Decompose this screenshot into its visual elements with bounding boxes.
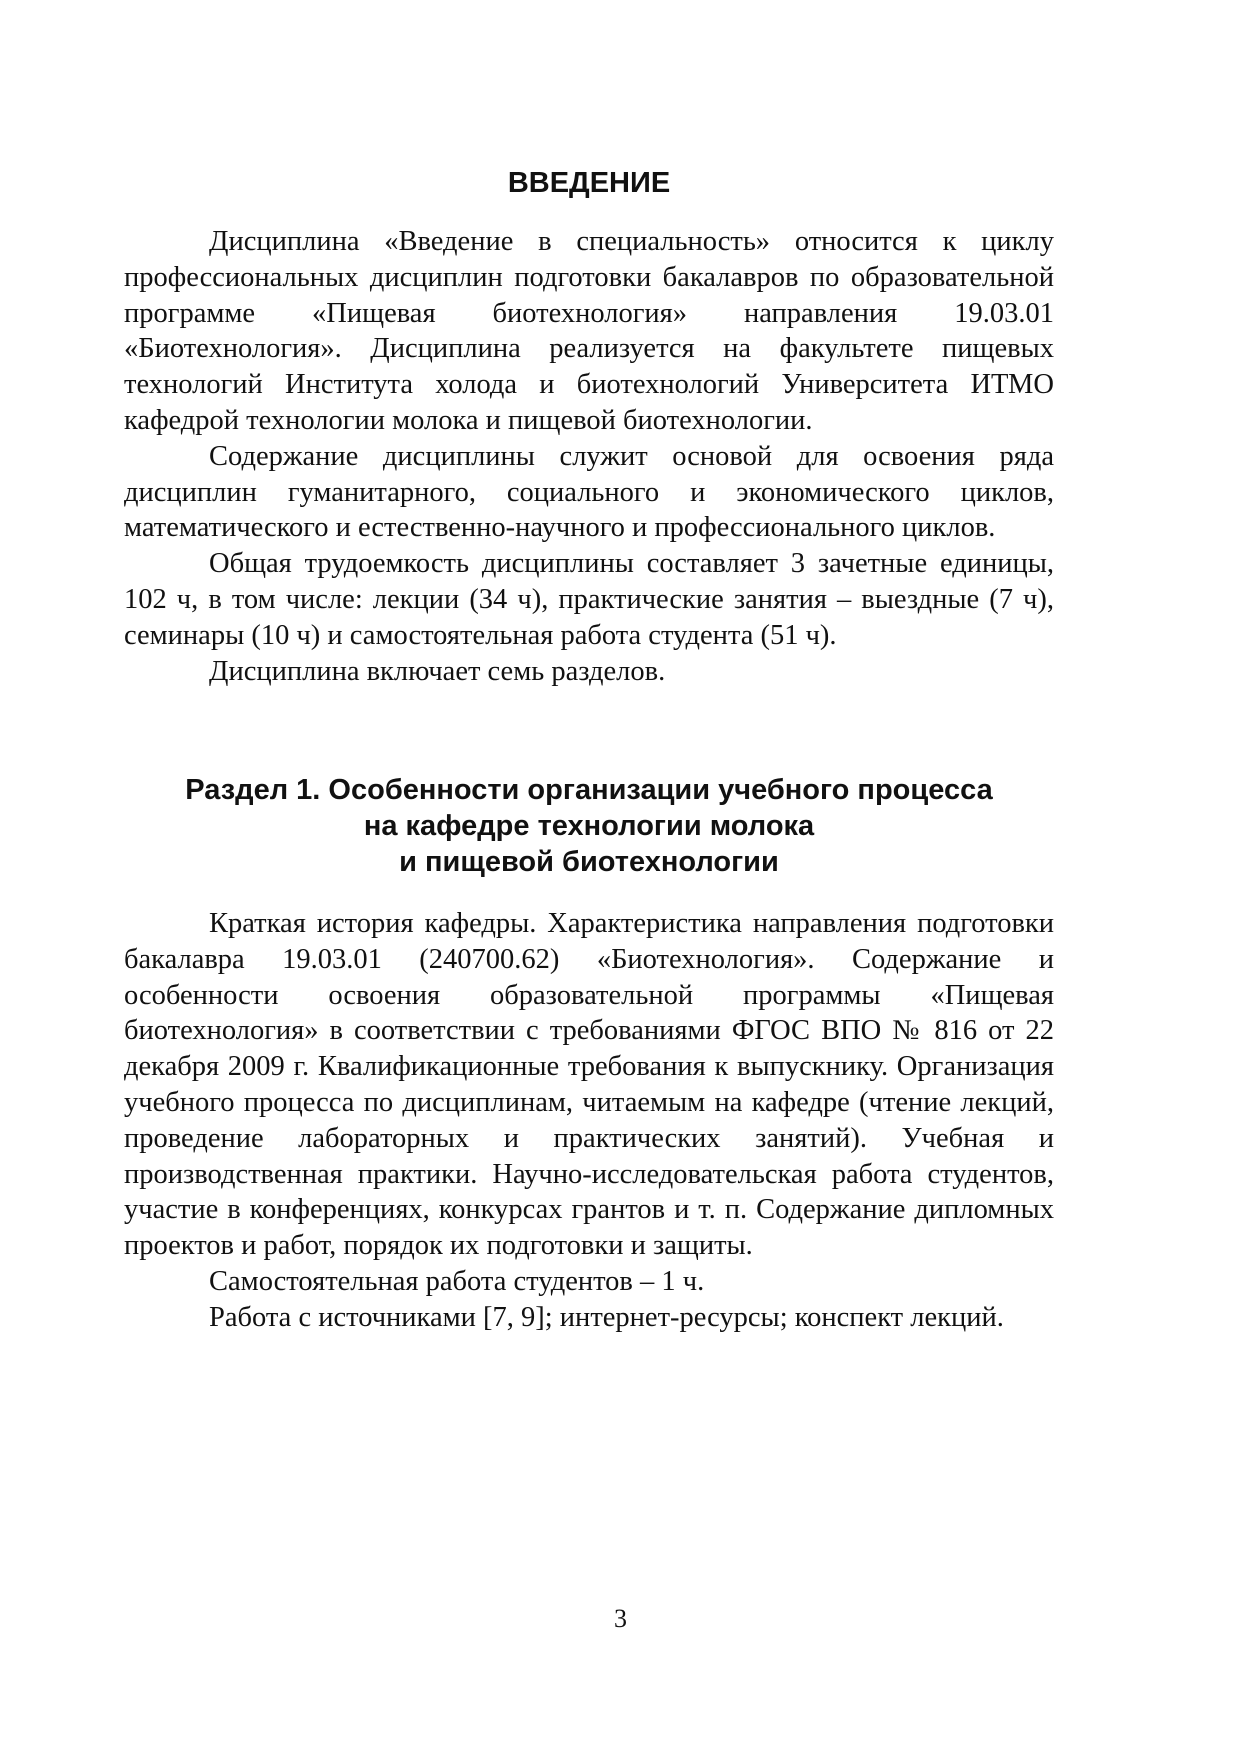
section-1-heading <box>124 772 1054 880</box>
section-1-paragraph: Краткая история кафедры. Характеристика направления подготовки бакалавра 19.03.01 (240700.62) «Биотехнология». Содержание и особенности освоения образовательной программы «Пищевая биотехнология» в соответствии с требованиями ФГОС ВПО № 816 от 22 декабря 2009 г. Квалификационные требования к выпускнику. Организация учебного процесса по дисциплинам, читаемым на кафедре (чтение лекций, проведение лабораторных и практических занятий). Учебная и производственная практики. Научно-исследовательская работа студентов, участие в конференциях, конкурсах грантов и т. п. Содержание дипломных проектов и работ, порядок их подготовки и защиты. <box>124 908 1054 1262</box>
section-1-body <box>124 906 1054 1336</box>
intro-paragraph: Дисциплина «Введение в специальность» относится к циклу профессиональных дисциплин подготовки бакалавров по образовательной программе «Пищевая биотехнология» направления 19.03.01 «Биотехнология». Дисциплина реализуется на факультете пищевых технологий Института холода и биотехнологий Университета ИТМО кафедрой технологии молока и пищевой биотехнологии. <box>124 226 1054 436</box>
section-1-heading-line: на кафедре технологии молока <box>363 810 815 842</box>
section-1-paragraph: Самостоятельная работа студентов – 1 ч. <box>209 1265 705 1297</box>
intro-paragraph: Общая трудоемкость дисциплины составляет 3 зачетные единицы, 102 ч, в том числе: лекции (34 ч), практические занятия – выездные (7 ч), семинары (10 ч) и самостоятельная работа студента (51 ч). <box>124 548 1054 651</box>
section-1-paragraph: Работа с источниками [7, 9]; интернет-ресурсы; конспект лекций. <box>209 1301 1004 1333</box>
section-1-heading-line: и пищевой биотехнологии <box>399 846 779 878</box>
intro-paragraph: Содержание дисциплины служит основой для освоения ряда дисциплин гуманитарного, социального и экономического циклов, математического и естественно-научного и профессионального циклов. <box>124 440 1054 544</box>
section-1-heading-line: Раздел 1. Особенности организации учебного процесса <box>185 774 993 806</box>
intro-paragraph: Дисциплина включает семь разделов. <box>209 655 666 687</box>
page-number: 3 <box>614 1604 627 1633</box>
intro-body <box>124 224 1054 689</box>
intro-heading: ВВЕДЕНИЕ <box>507 167 671 199</box>
